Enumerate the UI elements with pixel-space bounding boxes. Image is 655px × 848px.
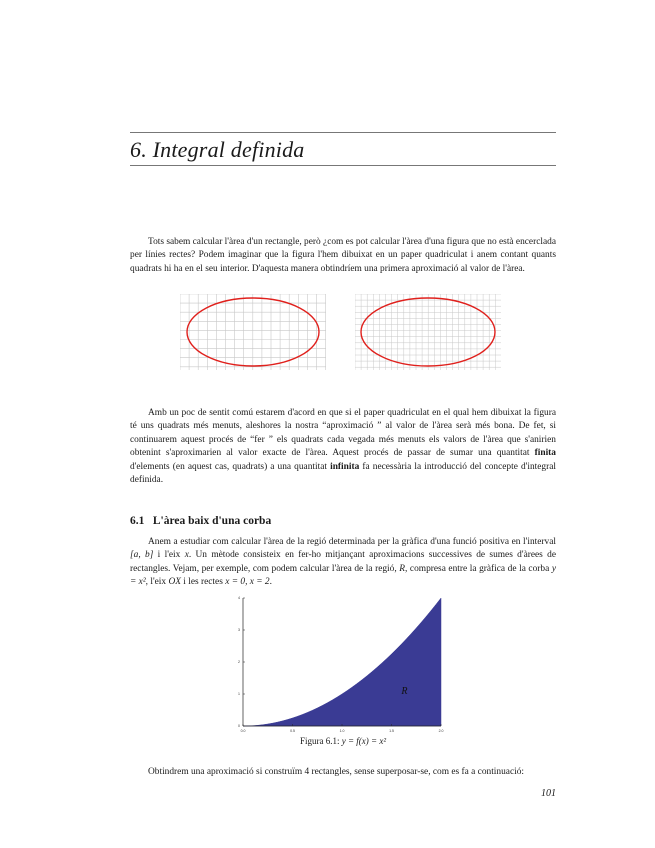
chapter-bottom-rule [130,165,556,166]
section-heading: 6.1 L'àrea baix d'una corba [130,515,272,527]
section-paragraph-2: Obtindrem una aproximació si construïm 4 rectangles, sense superposar-se, com es fa a continuació: [148,767,524,777]
section-paragraph-1: Anem a estudiar com calcular l'àrea de la regió determinada per la gràfica d'una funció positiva en l'interval [a, b] i l'eix x. Un mètode consisteix en fer-ho mitjançant aproximacions successives de sumes d'àrees de rectangles. Vejam, per exemple, com podem calcular l'àrea de la regió, R, compresa entre la gràfica de la corba y = x², l'eix OX i les rectes x = 0, x = 2. [130,537,556,588]
ellipse-coarse-grid-figure [180,294,326,370]
area-region [243,598,441,726]
y-tick-label: 1 [238,692,240,697]
region-label: R [401,686,408,697]
x-tick-label: 0.5 [290,729,295,733]
x-tick-label: 2.0 [438,729,444,733]
x-tick-label: 1.0 [339,729,345,733]
chapter-top-rule [130,132,556,133]
chapter-title: 6. Integral definida [130,137,305,162]
area-under-curve-chart [235,594,445,736]
y-tick-label: 4 [238,596,240,601]
y-tick-label: 3 [238,628,240,633]
intro-paragraph-1: Tots sabem calcular l'àrea d'un rectangle, però ¿com es pot calcular l'àrea d'una figura que no està encerclada per línies rectes? Podem imaginar que la figura l'hem dibuixat en un paper quadriculat i anem contant quants quadrats hi ha en el seu interior. D'aquesta manera obtindríem una primera aproximació al valor de l'àrea. [130,237,556,274]
intro-paragraph-2: Amb un poc de sentit comú estarem d'acord en que si el paper quadriculat en el qual hem dibuixat la figura té uns quadrats més menuts, aleshores la nostra “aproximació ” al valor de l'àrea serà més bona. De fet, si continuarem aquest procés de “fer ” els quadrats cada vegada més menuts els valors de l'àrea que s'anirien obtenint s'aproximarien al valor exacte de l'àrea. Aquest procés de passar de sumar una quantitat finita d'elements (en aquest cas, quadrats) a una quantitat infinita fa necessària la introducció del concepte d'integral definida. [130,408,556,486]
figure-caption: Figura 6.1: y = f(x) = x² [299,736,387,746]
x-tick-label: 0.0 [240,729,246,733]
y-tick-label: 2 [238,660,240,665]
x-tick-label: 1.5 [389,729,394,733]
ellipse-fine-grid-figure [355,294,501,370]
page-number: 101 [541,788,556,799]
y-tick-label: 0 [238,724,240,729]
